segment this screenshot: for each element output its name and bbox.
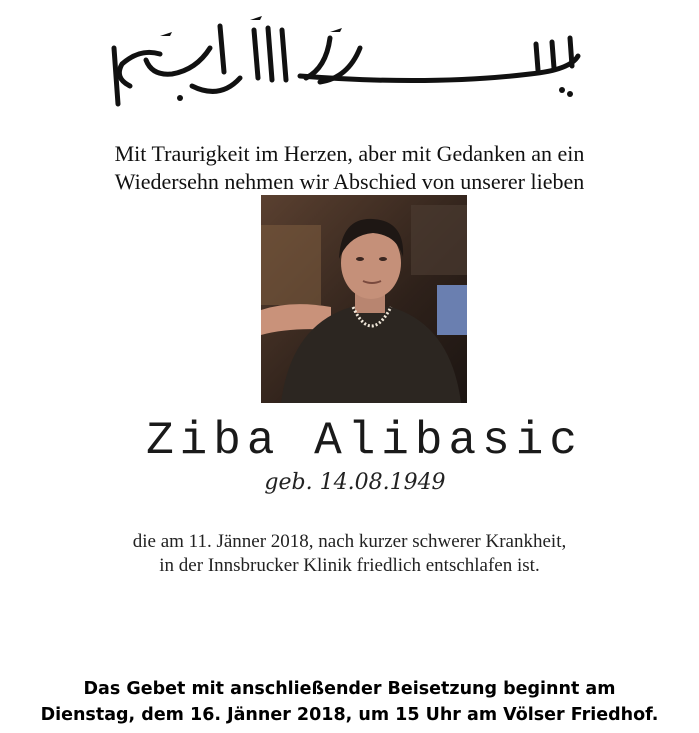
birth-date: geb. 14.08.1949 <box>264 470 446 495</box>
portrait-photo <box>261 195 467 403</box>
funeral-line-2: Dienstag, dem 16. Jänner 2018, um 15 Uhr am Völser Friedhof. <box>40 705 659 725</box>
intro-line-1: Mit Traurigkeit im Herzen, aber mit Gedanken an ein <box>114 141 585 166</box>
basmala-calligraphy <box>100 8 600 108</box>
death-notice-line-2: in der Innsbrucker Klinik friedlich entschlafen ist. <box>159 555 540 576</box>
death-notice <box>0 530 699 578</box>
intro-text <box>0 140 699 196</box>
funeral-line-1: Das Gebet mit anschließender Beisetzung beginnt am <box>83 679 616 699</box>
death-notice-line-1: die am 11. Jänner 2018, nach kurzer schwerer Krankheit, <box>132 531 567 552</box>
basmala-calligraphy-drawing <box>100 8 600 108</box>
funeral-notice <box>0 676 699 728</box>
deceased-name: Ziba Alibasic <box>146 415 583 467</box>
portrait-illustration <box>261 195 467 403</box>
intro-line-2: Wiedersehn nehmen wir Abschied von unserer lieben <box>114 169 585 194</box>
